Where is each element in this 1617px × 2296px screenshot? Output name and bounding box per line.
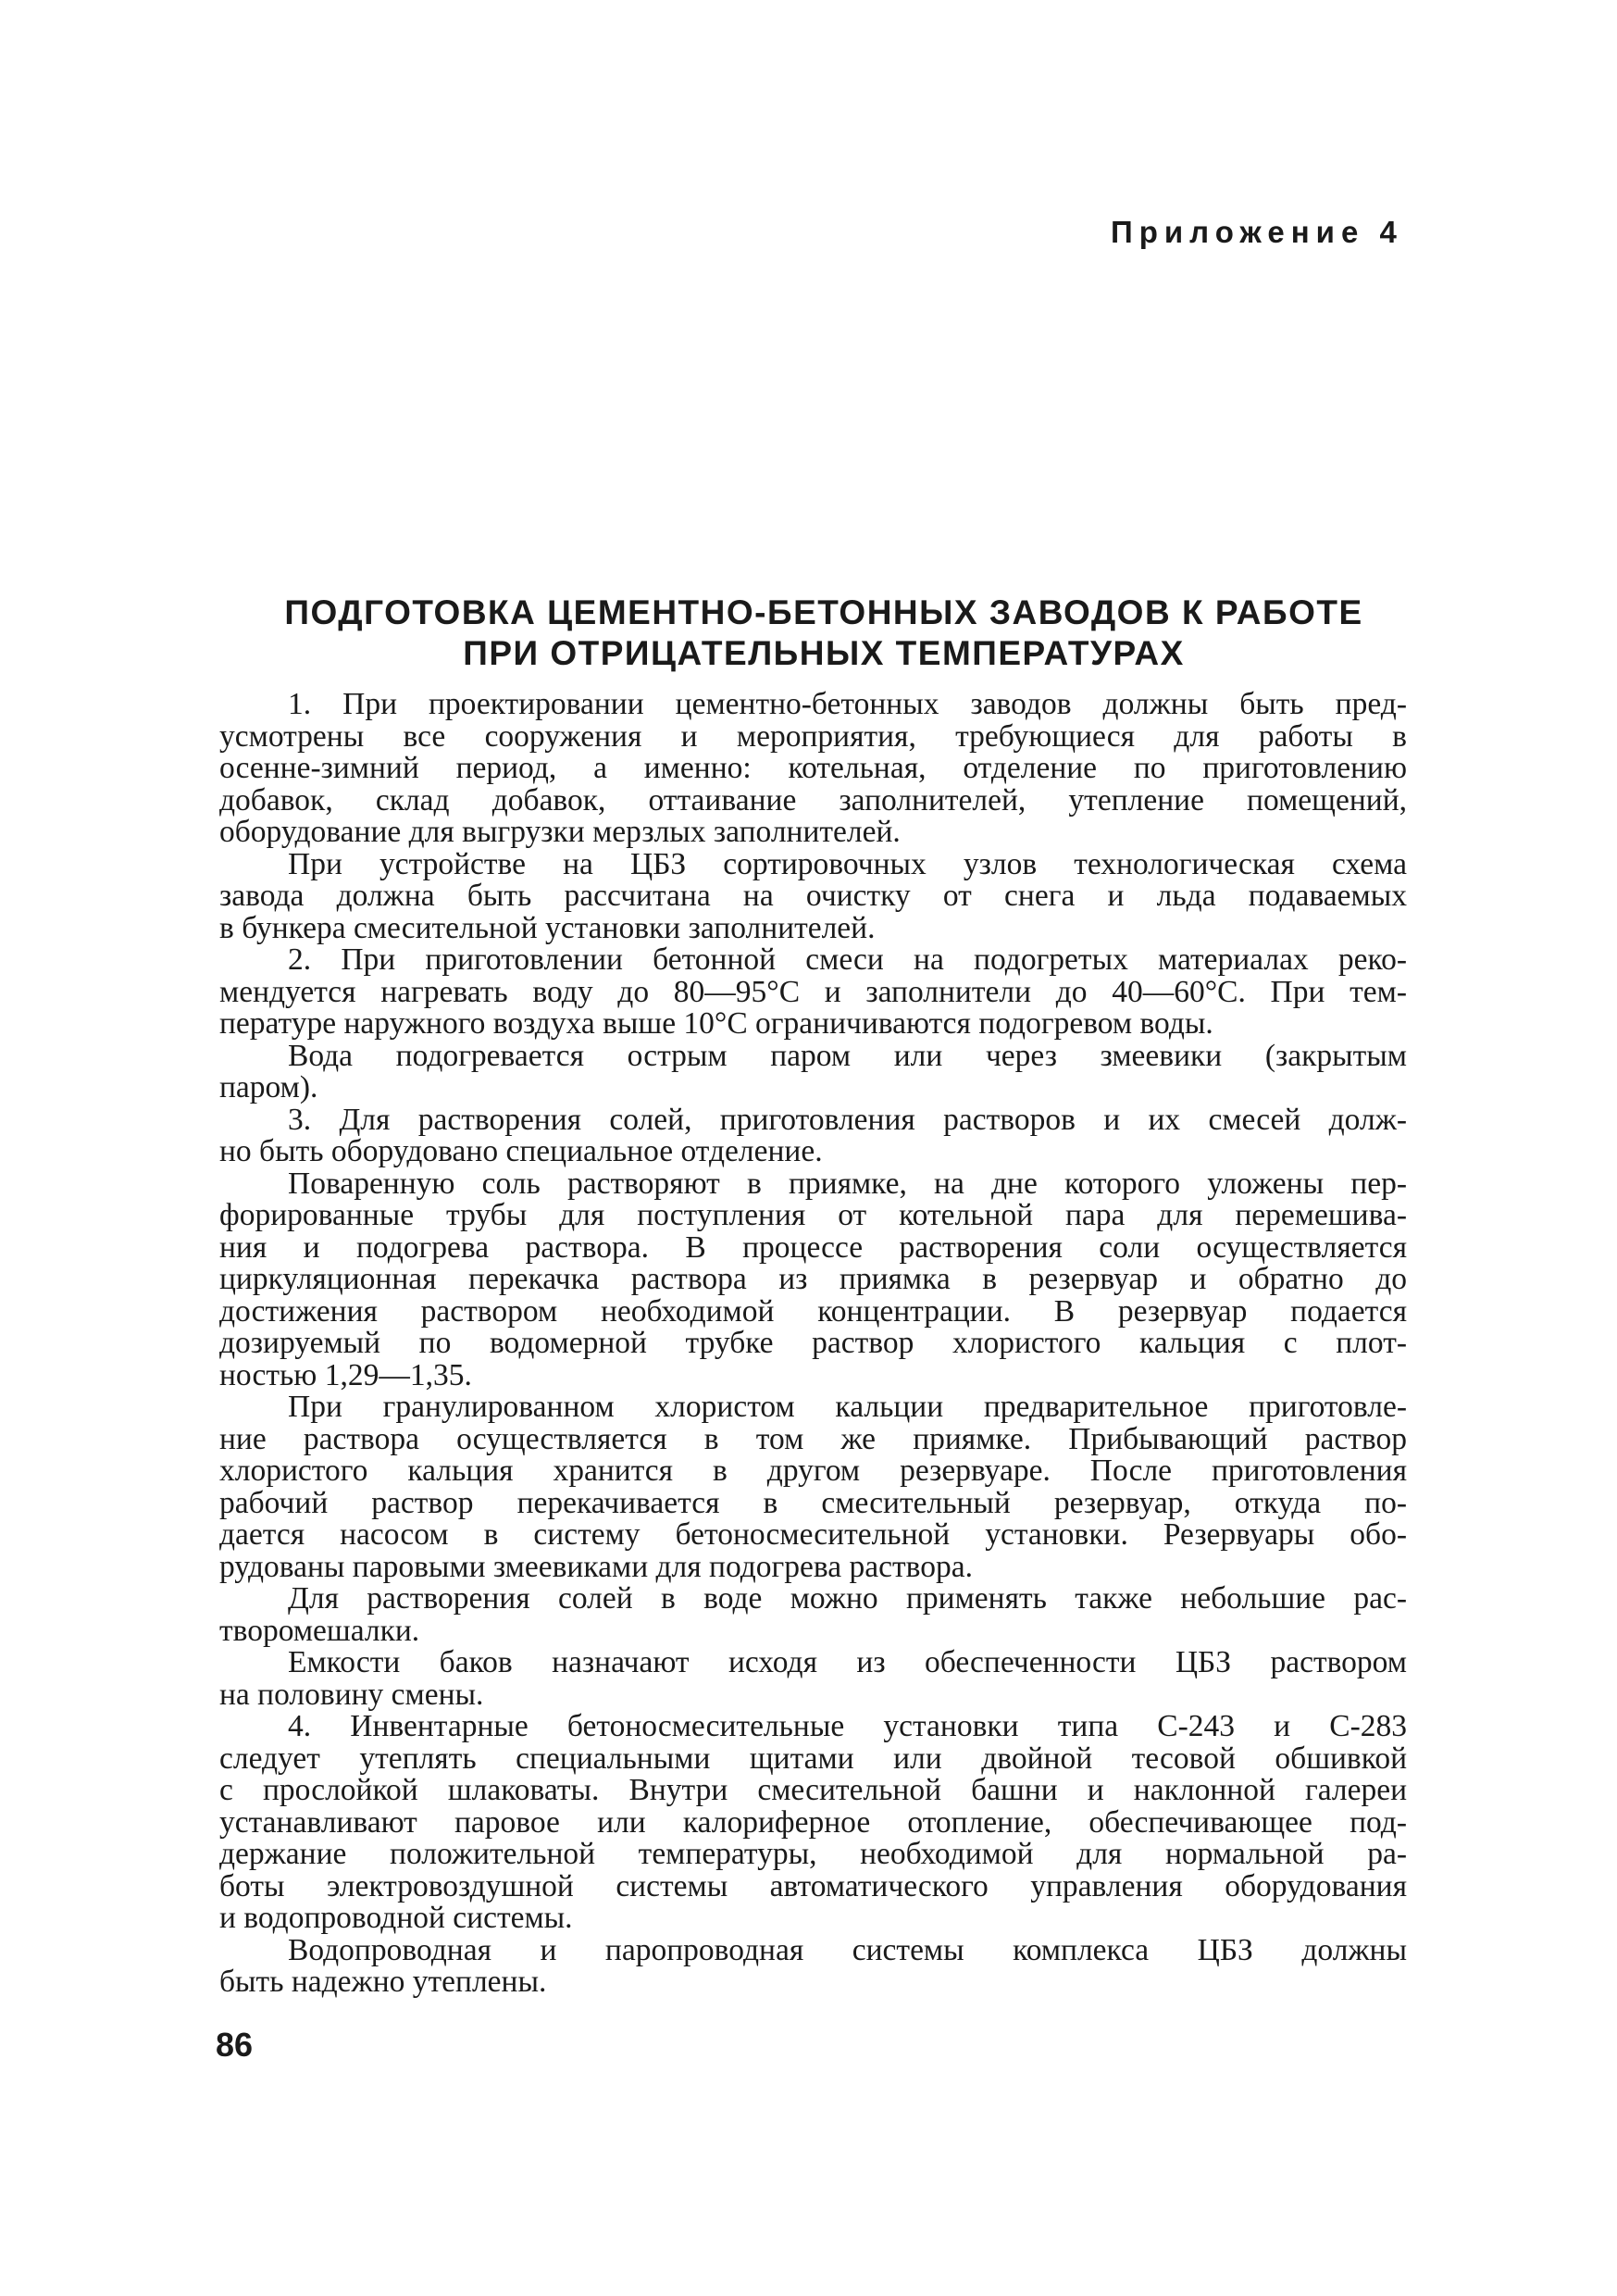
text-line: следует утеплять специальными щитами или двойной тесовой обшивкой: [219, 1741, 1407, 1776]
text-line: Водопроводная и паропроводная системы комплекса ЦБЗ должны: [288, 1932, 1407, 1967]
text-line: дозируемый по водомерной трубке раствор хлористого кальция с плот-: [219, 1326, 1407, 1360]
text-line: дается насосом в систему бетоносмесительной установки. Резервуары обо-: [219, 1517, 1407, 1552]
text-line: Поваренную соль растворяют в приямке, на дне которого уложены пер-: [288, 1166, 1407, 1201]
text-line: но быть оборудовано специальное отделение.: [219, 1134, 823, 1168]
text-line: быть надежно утеплены.: [219, 1965, 547, 1999]
text-line: устанавливают паровое или калориферное отопление, обеспечивающее под-: [219, 1804, 1407, 1840]
text-line: форированные трубы для поступления от котельной пара для перемешива-: [219, 1198, 1407, 1232]
text-line: осенне-зимний период, а именно: котельная, отделение по приготовлению: [219, 751, 1407, 785]
section-title-line-1: ПОДГОТОВКА ЦЕМЕНТНО-БЕТОННЫХ ЗАВОДОВ К РАБОТЕ: [284, 593, 1363, 631]
text-line: рабочий раствор перекачивается в смесительный резервуар, откуда по-: [219, 1485, 1407, 1520]
text-line: добавок, склад добавок, оттаивание заполнителей, утепление помещений,: [219, 782, 1407, 817]
text-line: При устройстве на ЦБЗ сортировочных узлов технологическая схема: [288, 846, 1407, 881]
text-line: Емкости баков назначают исходя из обеспеченности ЦБЗ раствором: [288, 1645, 1407, 1679]
body-text: [219, 689, 1407, 1999]
text-line: пературе наружного воздуха выше 10°C ограничиваются подогревом воды.: [219, 1006, 1213, 1041]
text-line: циркуляционная перекачка раствора из приямка в резервуар и обратно до: [219, 1262, 1407, 1296]
text-line: 3. Для растворения солей, приготовления растворов и их смесей долж-: [288, 1102, 1407, 1137]
text-line: 2. При приготовлении бетонной смеси на подогретых материалах реко-: [288, 942, 1407, 977]
section-title: [222, 593, 1425, 674]
text-line: держание положительной температуры, необходимой для нормальной ра-: [219, 1837, 1407, 1871]
text-line: 1. При проектировании цементно-бетонных заводов должны быть пред-: [288, 687, 1407, 721]
section-title-line-2: ПРИ ОТРИЦАТЕЛЬНЫХ ТЕМПЕРАТУРАХ: [463, 634, 1185, 672]
text-line: ния и подогрева раствора. В процессе растворения соли осуществляется: [219, 1229, 1407, 1265]
text-line: творомешалки.: [219, 1613, 420, 1648]
text-line: боты электровоздушной системы автоматического управления оборудования: [219, 1868, 1407, 1903]
text-line: на половину смены.: [219, 1677, 484, 1712]
text-line: При гранулированном хлористом кальции предварительное приготовле-: [288, 1390, 1407, 1424]
text-line: 4. Инвентарные бетоносмесительные установки типа С-243 и С-283: [288, 1709, 1407, 1743]
text-line: Для растворения солей в воде можно применять также небольшие рас-: [288, 1581, 1407, 1616]
text-line: и водопроводной системы.: [219, 1901, 573, 1935]
text-line: с прослойкой шлаковаты. Внутри смесительной башни и наклонной галереи: [219, 1773, 1407, 1807]
text-line: паром).: [219, 1070, 318, 1104]
text-line: завода должна быть рассчитана на очистку от снега и льда подаваемых: [219, 879, 1407, 913]
text-line: ностью 1,29—1,35.: [219, 1357, 472, 1392]
text-line: оборудование для выгрузки мерзлых заполнителей.: [219, 815, 901, 849]
text-line: усмотрены все сооружения и мероприятия, требующиеся для работы в: [219, 718, 1407, 754]
appendix-label: Приложение 4: [1111, 215, 1403, 249]
text-line: рудованы паровыми змеевиками для подогрева раствора.: [219, 1549, 973, 1584]
text-line: хлористого кальция хранится в другом резервуаре. После приготовления: [219, 1454, 1407, 1488]
text-line: Вода подогревается острым паром или через змеевики (закрытым: [288, 1038, 1407, 1073]
text-line: мендуется нагревать воду до 80—95°C и заполнители до 40—60°C. При тем-: [219, 974, 1407, 1009]
text-line: ние раствора осуществляется в том же приямке. Прибывающий раствор: [219, 1421, 1407, 1456]
page-number: 86: [216, 2026, 254, 2064]
text-line: достижения раствором необходимой концентрации. В резервуар подается: [219, 1293, 1407, 1329]
text-line: в бункера смесительной установки заполнителей.: [219, 910, 876, 945]
